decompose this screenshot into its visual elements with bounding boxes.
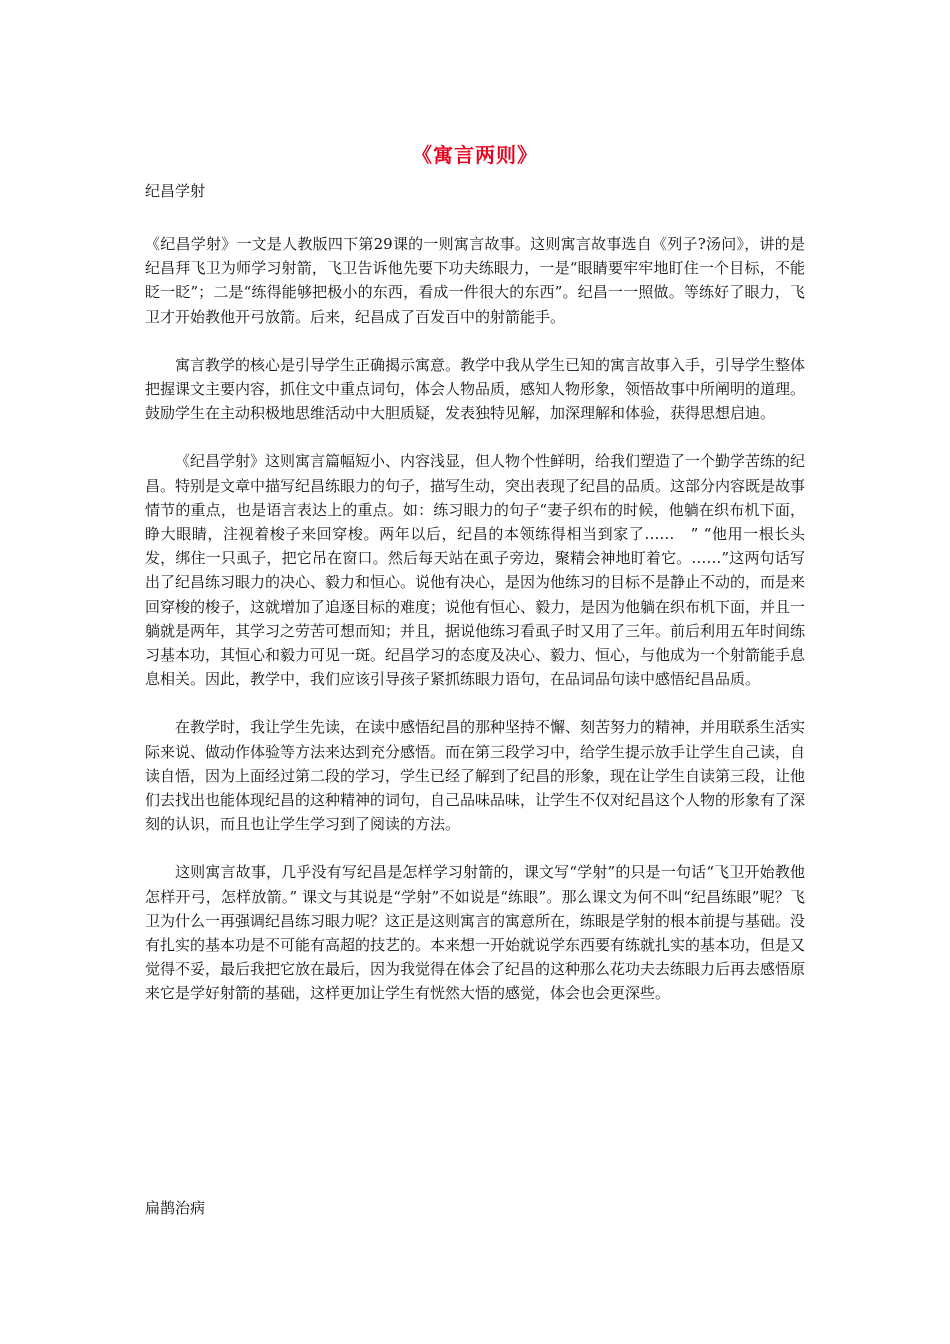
paragraph-teaching-core: 寓言教学的核心是引导学生正确揭示寓意。教学中我从学生已知的寓言故事入手，引导学生整体把握课文主要内容，抓住文中重点词句，体会人物品质，感知人物形象，领悟故事中所阐明的道理。鼓励学生在主动积极地思维活动中大胆质疑，发表独特见解，加深理解和体验，获得思想启迪。 [145,355,806,423]
document-body [145,232,805,1030]
paragraph-intro: 《纪昌学射》一文是人教版四下第29课的一则寓言故事。这则寓言故事选自《列子?汤问》，讲的是纪昌拜飞卫为师学习射箭，飞卫告诉他先要下功夫练眼力，一是“眼睛要牢牢地盯住一个目标，不能眨一眨”；二是“练得能够把极小的东西，看成一件很大的东西”。纪昌一一照做。等练好了眼力，飞卫才开始教他开弓放箭。后来，纪昌成了百发百中的射箭能手。 [145,235,805,326]
section-heading-jichang: 纪昌学射 [145,182,206,200]
section-heading-bianque: 扁鹊治病 [145,1199,206,1217]
document-title: 《寓言两则》 [412,143,538,167]
paragraph-moral: 这则寓言故事，几乎没有写纪昌是怎样学习射箭的，课文写“学射”的只是一句话“飞卫开始教他怎样开弓，怎样放箭。” 课文与其说是“学射”不如说是“练眼”。那么课文为何不叫“纪昌练眼”呢？飞卫为什么一再强调纪昌练习眼力呢？这正是这则寓言的寓意所在，练眼是学射的根本前提与基础。没有扎实的基本功是不可能有高超的技艺的。本来想一开始就说学东西要有练就扎实的基本功，但是又觉得不妥，最后我把它放在最后，因为我觉得在体会了纪昌的这种那么花功夫去练眼力后再去感悟原来它是学好射箭的基础，这样更加让学生有恍然大悟的感觉，体会也会更深些。 [145,863,806,1003]
paragraph-teaching-method: 在教学时，我让学生先读，在读中感悟纪昌的那种坚持不懈、刻苦努力的精神，并用联系生活实际来说、做动作体验等方法来达到充分感悟。而在第三段学习中，给学生提示放手让学生自己读，自读自悟，因为上面经过第二段的学习，学生已经了解到了纪昌的形象，现在让学生自读第三段，让他们去找出也能体现纪昌的这种精神的词句，自己品味品味，让学生不仅对纪昌这个人物的形象有了深刻的认识，而且也让学生学习到了阅读的方法。 [145,718,806,834]
paragraph-character-analysis: 《纪昌学射》这则寓言篇幅短小、内容浅显，但人物个性鲜明，给我们塑造了一个勤学苦练的纪昌。特别是文章中描写纪昌练眼力的句子，描写生动，突出表现了纪昌的品质。这部分内容既是故事情节的重点，也是语言表达上的重点。如：练习眼力的句子“妻子织布的时候，他躺在织布机下面，睁大眼睛，注视着梭子来回穿梭。两年以后，纪昌的本领练得相当到家了…… ” “他用一根长头发，绑住一只虱子，把它吊在窗口。然后每天站在虱子旁边，聚精会神地盯着它。……”这两句话写出了纪昌练习眼力的决心、毅力和恒心。说他有决心，是因为他练习的目标不是静止不动的，而是来回穿梭的梭子，这就增加了追逐目标的难度；说他有恒心、毅力，是因为他躺在织布机下面，并且一躺就是两年，其学习之劳苦可想而知；并且，据说他练习看虱子时又用了三年。前后利用五年时间练习基本功，其恒心和毅力可见一斑。纪昌学习的态度及决心、毅力、恒心，与他成为一个射箭能手息息相关。因此，教学中，我们应该引导孩子紧抓练眼力语句，在品词品句读中感悟纪昌品质。 [145,452,806,689]
